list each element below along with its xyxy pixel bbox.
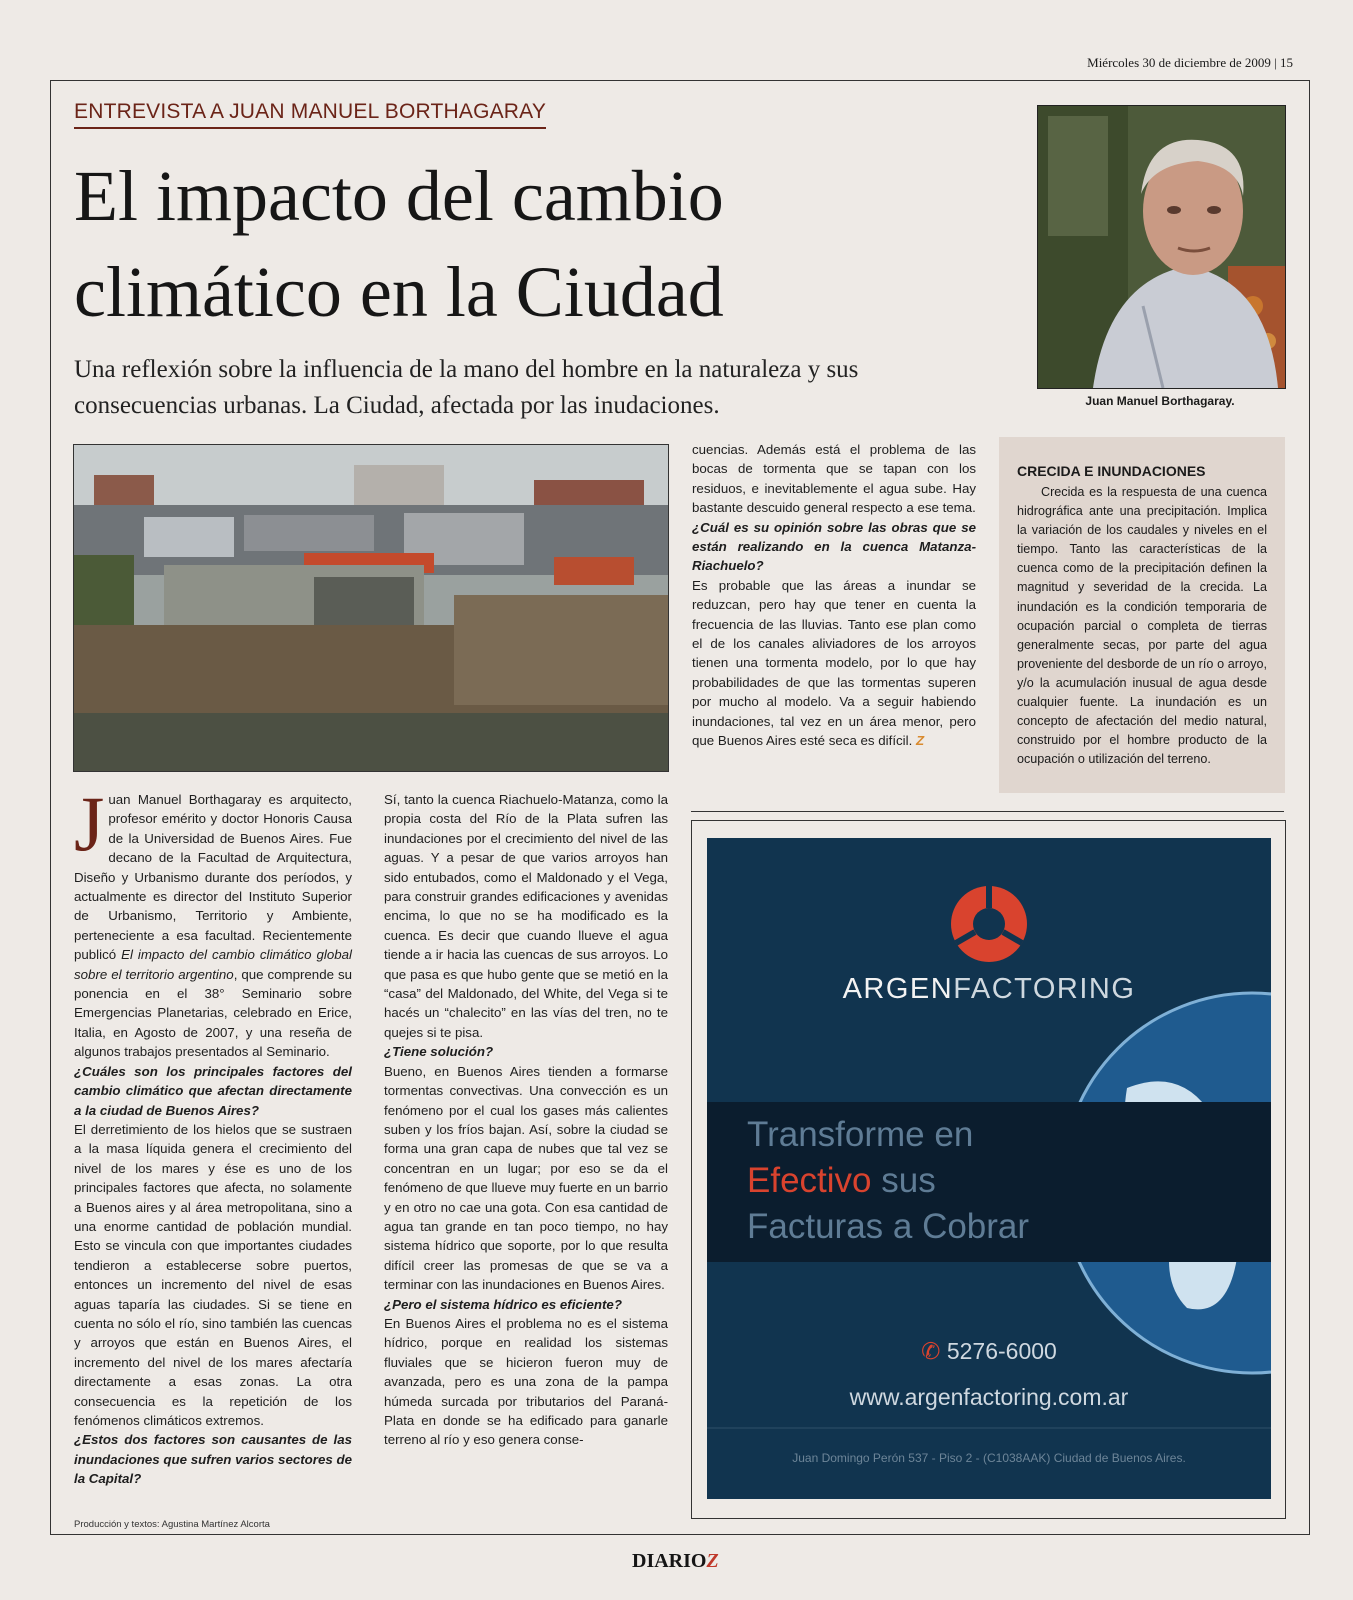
sidebar-box (999, 437, 1285, 793)
answer: cuencias. Además está el problema de las bocas de tormenta que se tapan con los residuos, e inevitablemente el agua sube. Hay bastante descuido general respecto a ese tema. (692, 442, 976, 516)
article-column-2 (384, 790, 668, 1450)
kicker: ENTREVISTA A JUAN MANUEL BORTHAGARAY (74, 100, 546, 129)
argenfactoring-logo-icon (951, 886, 1027, 962)
main-photo (73, 444, 669, 772)
ad-address: Juan Domingo Perón 537 - Piso 2 - (C1038AAK) Ciudad de Buenos Aires. (792, 1451, 1186, 1465)
question: ¿Cuáles son los principales factores del cambio climático que afectan directamente a la ciudad de Buenos Aires? (74, 1063, 352, 1118)
question: ¿Pero el sistema hídrico es eficiente? (384, 1296, 622, 1312)
answer: Sí, tanto la cuenca Riachuelo-Matanza, como la propia costa del Río de la Plata sufren las inundaciones por el crecimiento del nivel de las aguas. Y a pesar de que varios arroyos han sido entubados, como el Maldonado y el Vega, para construir grandes edificaciones y avenidas encima, lo que no se ha modificado es la cuenca. Es decir que cuando llueve el agua tiende a ir hacia las cuencas de sus arroyos. Lo que pasa es que hubo gente que se metió en la “casa” del Maldonado, del White, del Vega si te hacés un “chalecito” en las vías del tren, no te quejes si te pisa. (384, 792, 668, 1040)
settlement-image (74, 445, 668, 771)
ad-slogan: Transforme en Efectivo sus Facturas a Cobrar (747, 1115, 1030, 1246)
sidebar-body: Crecida es la respuesta de una cuenca hidrográfica ante una precipitación. Implica la variación de los caudales y niveles en el tiempo. Tanto las características de la cuenca como de la precipitación definen la magnitud y severidad de la crecida. La inundación es la condición temporaria de ocupación parcial o completa de tierras generalmente secas, por parte del agua proveniente del desborde de un río o arroyo, y/o la acumulación inusual de agua desde cualquier fuente. La inundación es un concepto de afectación del medio natural, construido por el hombre producto de la ocupación o utilización del terreno. (1017, 485, 1267, 767)
ad-website-link[interactable]: www.argenfactoring.com.ar (849, 1384, 1129, 1410)
question: ¿Estos dos factores son causantes de las inundaciones que sufren varios sectores de la Capital? (74, 1432, 352, 1487)
ad-phone[interactable]: ✆ 5276-6000 (921, 1338, 1057, 1364)
advertisement (707, 838, 1271, 1499)
end-mark-icon: Z (915, 733, 925, 749)
drop-cap: J (74, 780, 105, 867)
divider (691, 811, 1284, 812)
intro-paragraph: uan Manuel Borthagaray es arquitecto, profesor emérito y doctor Honoris Causa de la Universidad de Buenos Aires. Fue decano de la Facultad de Arquitectura, Diseño y Urbanismo durante dos períodos, y actualmente es director del Instituto Superior de Urbanismo, Territorio y Ambiente, perteneciente a esa facultad. Recientemente publicó El impacto del cambio climático global sobre el territorio argentino, que comprende su ponencia en el 38° Seminario sobre Emergencias Planetarias, celebrado en Erice, Italia, en Agosto de 2007, y una reseña de algunos trabajos presentados al Seminario. (74, 792, 353, 1060)
ad-brand: ARGENFACTORING (842, 973, 1136, 1005)
date-line: Miércoles 30 de diciembre de 2009 | 15 (1087, 55, 1293, 70)
book-title: El impacto del cambio climático global sobre el territorio argentino (74, 947, 353, 982)
diario-z-logo: DIARIOZ (632, 1550, 719, 1572)
headline: El impacto del cambio climático en la Ciudad (74, 156, 724, 332)
portrait-image (1038, 106, 1285, 388)
answer: En Buenos Aires el problema no es el sistema hídrico, porque en realidad los sistemas fluviales que se hicieron fueron muy de avanzada, pero es una zona de la pampa húmeda surcada por tributarios del Paraná-Plata en donde se ha edificado para ganarle terreno al río y eso genera conse- (384, 1315, 668, 1448)
portrait-photo (1037, 105, 1286, 389)
answer: Bueno, en Buenos Aires tienden a formarse tormentas convectivas. Una convección es un fenómeno por el cual los gases más calientes suben y los fríos bajan. Así, sobre la ciudad se forma una gran capa de nubes que tal vez se concentran en un lugar; por eso se da el fenómeno de que llueve muy fuerte en un barrio y en otro no cae una gota. Con esa cantidad de agua tan grande en tan poco tiempo, no hay sistema hídrico que soporte, por lo que resulta difícil creer las promesas de que se va a terminar con las inundaciones en Buenos Aires. (384, 1063, 668, 1293)
article-column-1 (74, 780, 353, 1489)
phone-icon: ✆ (921, 1338, 947, 1364)
answer: El derretimiento de los hielos que se sustraen a la masa líquida genera el crecimiento del nivel de los mares y ése es uno de los principales factores que afecta, no solamente a Buenos aires y al área metropolitana, sino a una enorme cantidad de población mundial. Esto se vincula con que importantes ciudades tendieron a establecerse sobre puertos, entonces un incremento del nivel de esas aguas taparía las ciudades. Si se tiene en cuenta no sólo el río, sino también las cuencas y arroyos que están en Buenos Aires, el incremento del nivel de los mares afectaría directamente a esas zonas. La otra consecuencia es la repetición de los fenómenos climáticos extremos. (74, 1121, 352, 1428)
article-column-3 (692, 440, 976, 751)
deck: Una reflexión sobre la influencia de la mano del hombre en la naturaleza y sus consecuencias urbanas. La Ciudad, afectada por las inudaciones. (74, 356, 859, 419)
answer: Es probable que las áreas a inundar se reduzcan, pero hay que tener en cuenta la frecuencia de las lluvias. Tanto ese plan como el de los canales aliviadores de los arroyos tienen una tormenta modelo, por lo que hay probabilidades de que las tormentas superen por mucho al modelo. Va a seguir habiendo inundaciones, tal vez en un área menor, pero que Buenos Aires esté seca es difícil. Z (692, 577, 976, 749)
sidebar-title: CRECIDA E INUNDACIONES (1017, 463, 1206, 479)
question: ¿Cuál es su opinión sobre las obras que se están realizando en la cuenca Matanza-Riachuelo? (692, 519, 976, 574)
question: ¿Tiene solución? (384, 1044, 494, 1060)
photo-caption: Juan Manuel Borthagaray. (1085, 394, 1235, 408)
credits: Producción y textos: Agustina Martínez Alcorta (74, 1519, 270, 1530)
